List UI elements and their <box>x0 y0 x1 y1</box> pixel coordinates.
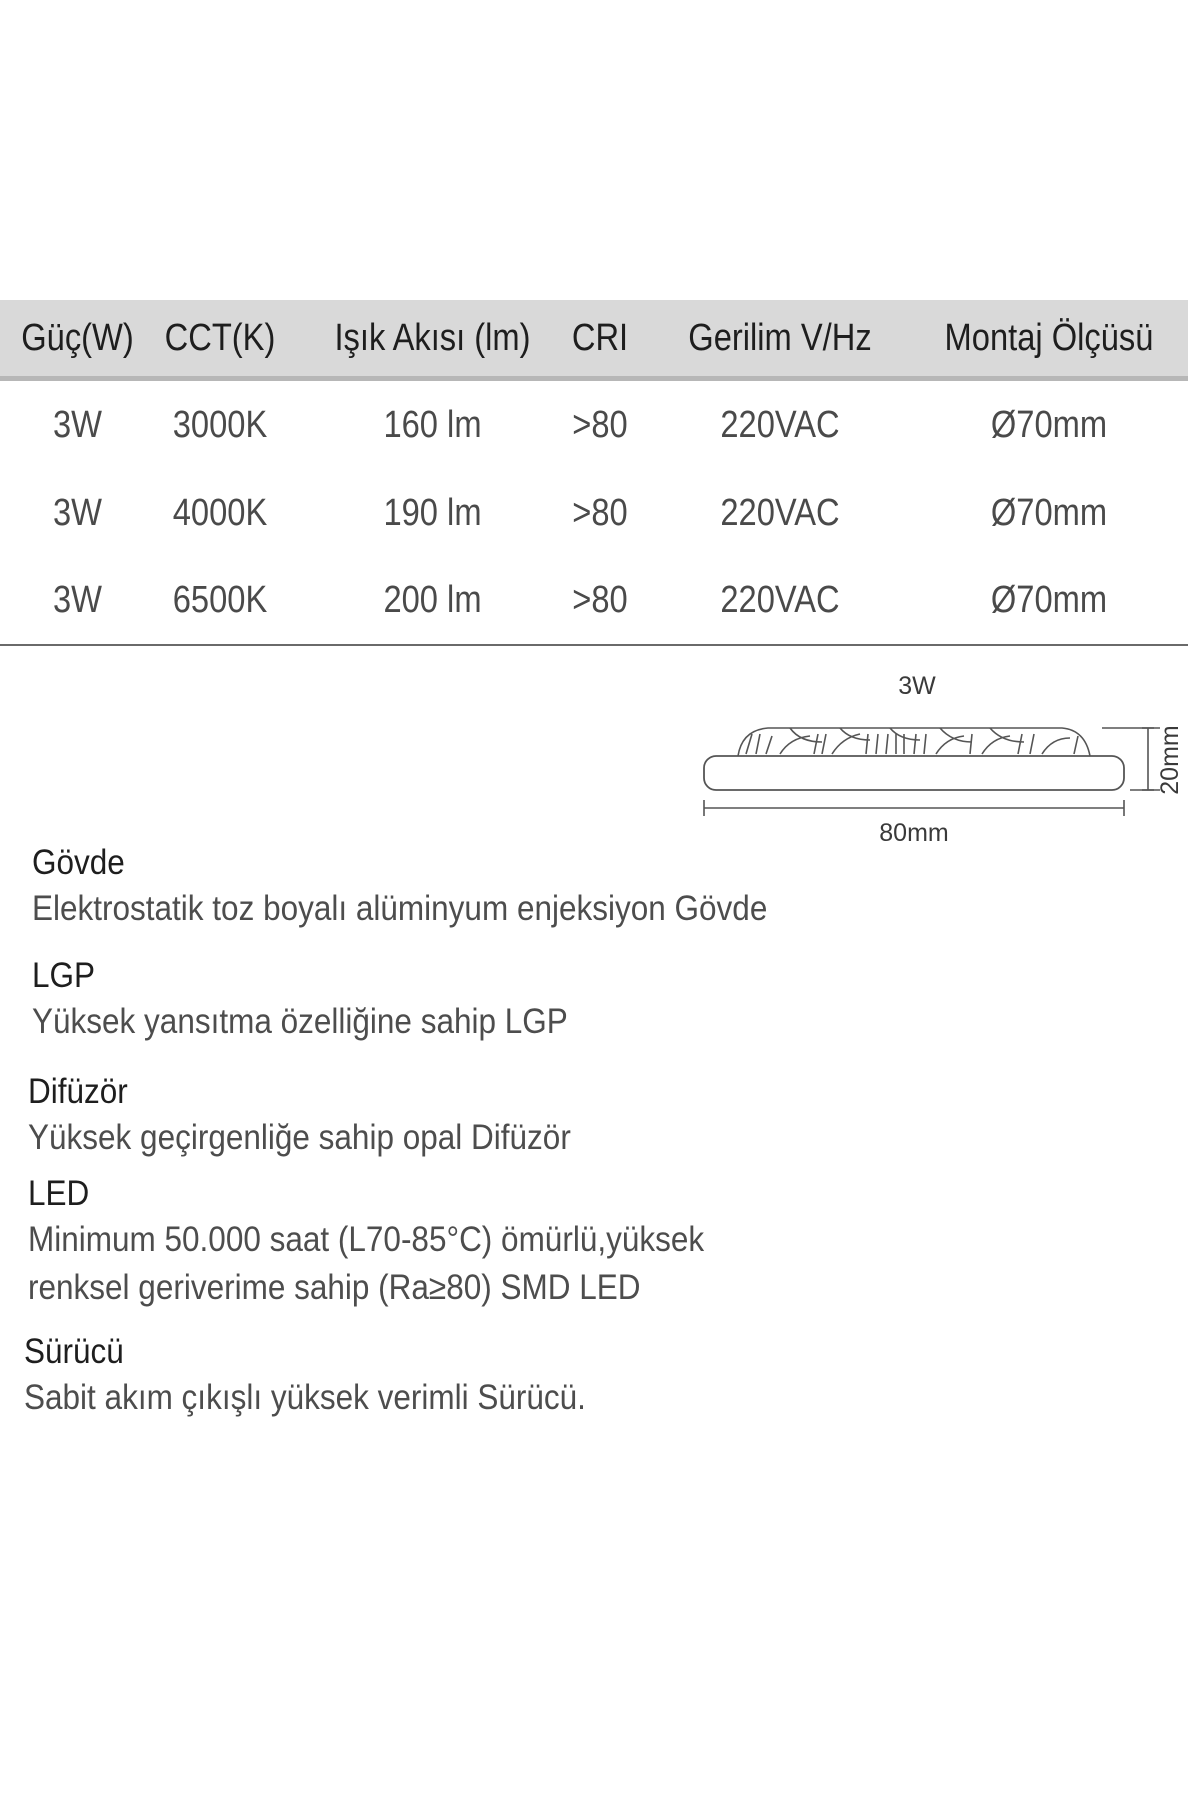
spec-table <box>0 300 1188 646</box>
housing-body <box>704 756 1124 790</box>
table-row <box>0 381 1188 469</box>
cell-luminous-flux: 190 lm <box>383 492 482 534</box>
cell-mount-size: Ø70mm <box>990 404 1108 446</box>
feature-title: Sürücü <box>24 1332 124 1371</box>
cell-cct: 4000K <box>172 492 268 534</box>
feature-description: Elektrostatik toz boyalı alüminyum enjeksiyon Gövde <box>32 889 768 928</box>
cell-power: 3W <box>52 579 103 621</box>
header-cri: CRI <box>571 317 629 359</box>
feature-title: Difüzör <box>28 1072 128 1111</box>
table-row <box>0 556 1188 644</box>
table-header-row <box>0 300 1188 381</box>
table-body <box>0 381 1188 646</box>
heatsink-fins <box>738 728 1090 756</box>
feature-led <box>28 1174 1128 1312</box>
header-cct: CCT(K) <box>164 317 276 359</box>
dimension-drawing-svg <box>690 668 1190 848</box>
feature-description-line: Minimum 50.000 saat (L70-85°C) ömürlü,yüksek <box>28 1220 705 1259</box>
cell-cri: >80 <box>572 404 628 446</box>
width-dimension <box>704 800 1124 816</box>
width-label: 80mm <box>879 819 949 847</box>
cell-luminous-flux: 200 lm <box>383 579 482 621</box>
height-label: 20mm <box>1156 725 1184 795</box>
cell-power: 3W <box>52 492 103 534</box>
cell-cri: >80 <box>572 492 628 534</box>
header-power: Güç(W) <box>21 317 134 359</box>
cell-voltage: 220VAC <box>720 492 840 534</box>
feature-title: LGP <box>32 956 96 995</box>
cell-voltage: 220VAC <box>720 579 840 621</box>
feature-description: Yüksek geçirgenliğe sahip opal Difüzör <box>28 1118 571 1157</box>
drawing-power-label: 3W <box>898 672 936 700</box>
header-luminous-flux: Işık Akısı (lm) <box>334 317 531 359</box>
cell-cct: 6500K <box>172 579 268 621</box>
feature-description: Sabit akım çıkışlı yüksek verimli Sürücü. <box>24 1378 586 1417</box>
table-row <box>0 469 1188 557</box>
cell-power: 3W <box>52 404 103 446</box>
feature-description-line: renksel geriverime sahip (Ra≥80) SMD LED <box>28 1268 641 1307</box>
cell-cri: >80 <box>572 579 628 621</box>
cell-voltage: 220VAC <box>720 404 840 446</box>
feature-description: Yüksek yansıtma özelliğine sahip LGP <box>32 1002 568 1041</box>
product-dimension-drawing <box>690 668 1190 848</box>
cell-luminous-flux: 160 lm <box>383 404 482 446</box>
feature-title: Gövde <box>32 843 125 882</box>
cell-cct: 3000K <box>172 404 268 446</box>
feature-diffuser <box>28 1072 1128 1162</box>
header-voltage: Gerilim V/Hz <box>688 317 872 359</box>
feature-title: LED <box>28 1174 90 1213</box>
feature-lgp <box>32 956 1132 1046</box>
feature-driver <box>24 1332 1124 1422</box>
height-dimension <box>1102 728 1160 790</box>
cell-mount-size: Ø70mm <box>990 492 1108 534</box>
feature-housing <box>32 843 1132 933</box>
header-mount-size: Montaj Ölçüsü <box>944 317 1154 359</box>
cell-mount-size: Ø70mm <box>990 579 1108 621</box>
